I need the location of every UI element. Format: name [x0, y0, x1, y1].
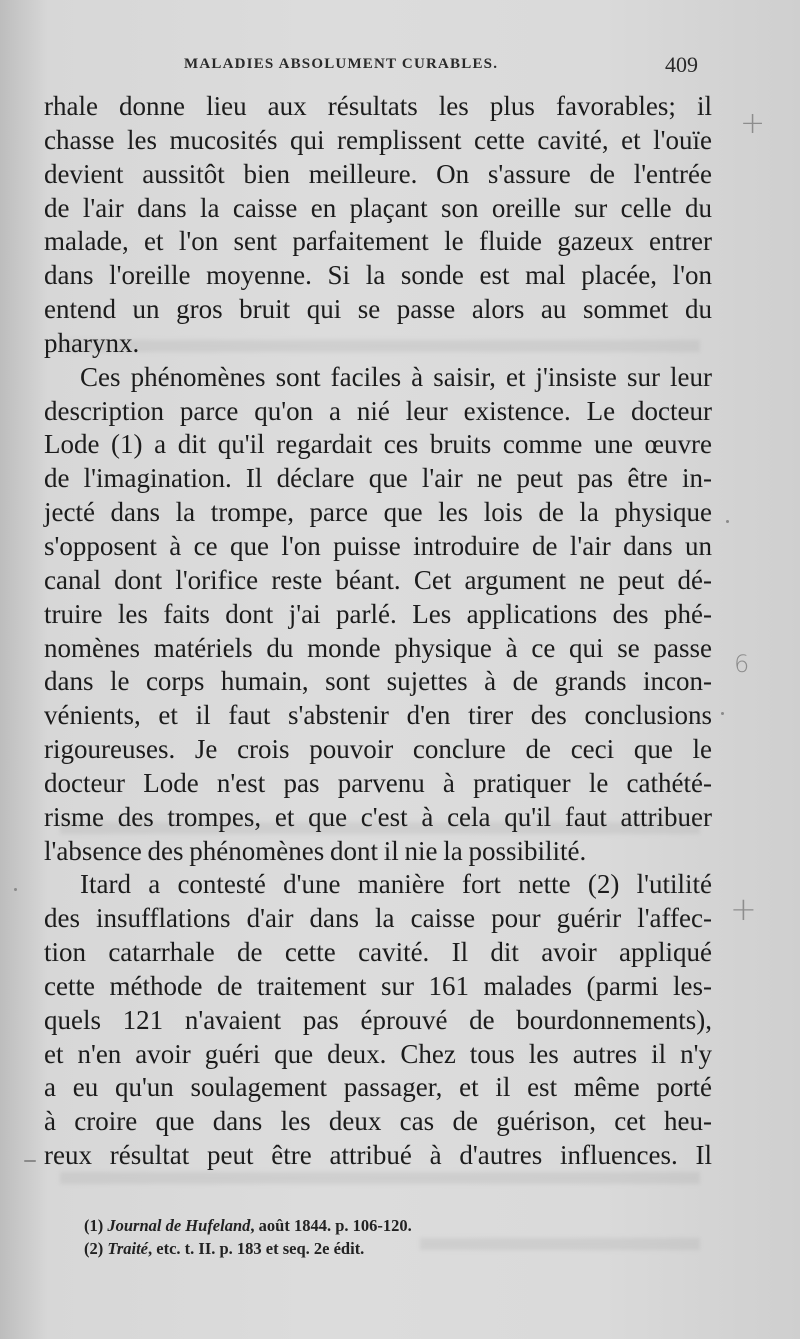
footnote-detail: , etc. t. II. p. 183 et seq. 2e édit.	[148, 1239, 365, 1258]
text-line: rigoureuses. Je crois pouvoir conclure de ceci que le	[44, 734, 712, 765]
text-line: docteur Lode n'est pas parvenu à pratiquer le cathété-	[44, 767, 712, 798]
footnote-number: (1)	[84, 1216, 104, 1235]
page-number: 409	[665, 52, 698, 77]
text-line: l'absence des phénomènes dont il nie la possibilité.	[44, 835, 587, 866]
text-line: de l'imagination. Il déclare que l'air ne peut pas être in-	[44, 463, 712, 494]
footnotes	[84, 1214, 604, 1260]
text-line: et n'en avoir guéri que deux. Chez tous les autres il n'y	[44, 1038, 712, 1069]
footnote-1	[84, 1214, 604, 1237]
pencil-plus-mark: +	[730, 890, 757, 928]
text-line: nomènes matériels du monde physique à ce qui se passe	[44, 632, 712, 663]
text-line: risme des trompes, et que c'est à cela qu'il faut attribuer	[44, 801, 712, 832]
text-line: cette méthode de traitement sur 161 malades (parmi les-	[44, 970, 712, 1001]
text-line: dans le corps humain, sont sujettes à de grands incon-	[44, 666, 712, 697]
text-line: jecté dans la trompe, parce que les lois de la physique	[44, 497, 712, 528]
text-line: s'opposent à ce que l'on puisse introduire de l'air dans un	[44, 530, 712, 561]
footnote-2	[84, 1237, 604, 1260]
text-line: tion catarrhale de cette cavité. Il dit avoir appliqué	[44, 937, 712, 968]
pencil-dot	[721, 712, 724, 715]
text-line: truire les faits dont j'ai parlé. Les applications des phé-	[44, 598, 712, 629]
footnote-detail: , août 1844. p. 106-120.	[250, 1216, 412, 1235]
text-line: quels 121 n'avaient pas éprouvé de bourdonnements),	[44, 1004, 712, 1035]
footnote-title: Traité	[107, 1239, 149, 1258]
body-text	[44, 90, 712, 1173]
pencil-six-mark: 6	[734, 650, 750, 678]
footnote-title: Journal de Hufeland	[107, 1216, 251, 1235]
text-line: Ces phénomènes sont faciles à saisir, et j'insiste sur leur	[80, 361, 712, 392]
text-line: reux résultat peut être attribué à d'autres influences. Il	[44, 1140, 712, 1171]
show-through-shadow	[60, 1172, 700, 1184]
text-line: de l'air dans la caisse en plaçant son oreille sur celle du	[44, 192, 712, 223]
text-line: devient aussitôt bien meilleure. On s'assure de l'entrée	[44, 158, 712, 189]
text-line: dans l'oreille moyenne. Si la sonde est mal placée, l'on	[44, 260, 712, 291]
pencil-dot	[726, 520, 729, 523]
text-line: a eu qu'un soulagement passager, et il est même porté	[44, 1072, 712, 1103]
footnote-number: (2)	[84, 1239, 104, 1258]
text-line: à croire que dans les deux cas de guérison, cet heu-	[44, 1106, 712, 1137]
text-line: rhale donne lieu aux résultats les plus favorables; il	[44, 91, 712, 121]
text-line: description parce qu'on a nié leur existence. Le docteur	[44, 395, 712, 426]
text-line: des insufflations d'air dans la caisse pour guérir l'affec-	[44, 903, 712, 934]
text-line: Lode (1) a dit qu'il regardait ces bruits comme une œuvre	[44, 429, 712, 460]
page-header	[184, 52, 704, 78]
pencil-dash	[24, 1160, 36, 1162]
text-line: pharynx.	[44, 327, 140, 358]
text-line: malade, et l'on sent parfaitement le fluide gazeux entrer	[44, 226, 712, 257]
text-line: vénients, et il faut s'abstenir d'en tirer des conclusions	[44, 700, 712, 731]
pencil-plus-mark: +	[740, 106, 766, 141]
text-line: Itard a contesté d'une manière fort nette (2) l'utilité	[80, 869, 712, 900]
text-line: chasse les mucosités qui remplissent cette cavité, et l'ouïe	[44, 124, 712, 155]
text-line: canal dont l'orifice reste béant. Cet argument ne peut dé-	[44, 564, 712, 595]
running-head: MALADIES ABSOLUMENT CURABLES.	[184, 56, 499, 72]
text-line: entend un gros bruit qui se passe alors au sommet du	[44, 294, 712, 325]
pencil-dot	[14, 888, 17, 891]
